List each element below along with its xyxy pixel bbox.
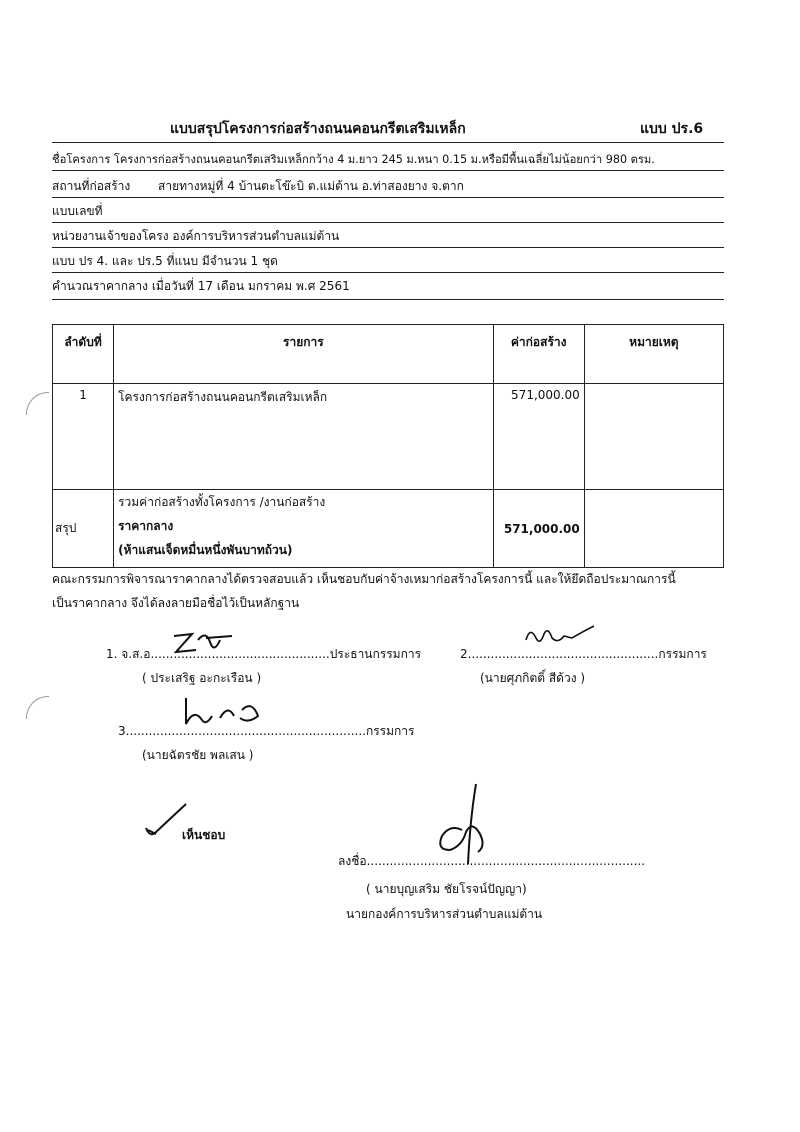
plan-number: แบบเลขที่ [52,204,103,218]
summary-line-median-price: ราคากลาง [118,519,174,533]
summary-row [53,490,724,568]
summary-label: สรุป [53,490,114,568]
summary-line-amount-words: (ห้าแสนเจ็ดหมื่นหนึ่งพันบาทถ้วน) [118,543,293,557]
location-value: สายทางหมู่ที่ 4 บ้านตะโข๊ะบิ ต.แม่ต้าน อ.ท่าสองยาง จ.ตาก [158,179,464,193]
table-header-row [53,325,724,384]
punch-hole-mark [26,696,49,719]
row-note [584,384,723,490]
statement-line-2: เป็นราคากลาง จึงได้ลงลายมือชื่อไว้เป็นหลักฐาน [52,596,300,610]
chief-title: นายกองค์การบริหารส่วนตำบลแม่ต้าน [346,907,543,921]
row-item: โครงการก่อสร้างถนนคอนกรีตเสริมเหล็ก [114,384,494,490]
signatory-name-1: ( ประเสริฐ อะกะเรือน ) [142,671,262,685]
summary-cost: 571,000.00 [493,490,584,568]
signatory-name-2: (นายศุภกิตติ์ สีด้วง ) [480,671,586,685]
signature-line-2: 2..................................................กรรมการ [460,647,707,661]
cost-summary-table [52,324,724,568]
signature-line-3: 3...............................................................กรรมการ [118,724,415,738]
signatory-name-3: (นายฉัตรชัย พลเสน ) [142,748,254,762]
handwritten-signature [178,694,268,734]
table-row [53,384,724,490]
divider [52,247,724,248]
divider [52,272,724,273]
divider [52,299,724,300]
divider [52,142,724,143]
handwritten-signature [522,622,602,648]
divider [52,197,724,198]
form-code: แบบ ปร.6 [640,121,704,137]
summary-note [584,490,723,568]
divider [52,170,724,171]
row-number: 1 [53,384,114,490]
header-cost: ค่าก่อสร้าง [493,325,584,384]
signature-line-1: 1. จ.ส.อ...............................................ประธานกรรมการ [106,647,422,661]
page-title: แบบสรุปโครงการก่อสร้างถนนคอนกรีตเสริมเหล็ก [170,121,466,137]
row-cost: 571,000.00 [493,384,584,490]
owner-agency: หน่วยงานเจ้าของโครง องค์การบริหารส่วนตำบลแม่ต้าน [52,229,340,243]
summary-description [114,490,494,568]
handwritten-signature [170,628,240,658]
header-sequence: ลำดับที่ [53,325,114,384]
statement-line-1: คณะกรรมการพิจารณาราคากลางได้ตรวจสอบแล้ว เห็นชอบกับค่าจ้างเหมาก่อสร้างโครงการนี้ และให้ยึดถือประมาณการนี้ [52,572,676,586]
calculation-date: คำนวณราคากลาง เมื่อวันที่ 17 เดือน มกราคม พ.ศ 2561 [52,279,350,293]
header-note: หมายเหตุ [584,325,723,384]
attached-forms: แบบ ปร 4. และ ปร.5 ที่แนบ มีจำนวน 1 ชุด [52,254,278,268]
punch-hole-mark [26,392,49,415]
chief-signature-line: ลงชื่อ......................................................................... [338,854,646,868]
header-item: รายการ [114,325,494,384]
chief-name: ( นายบุญเสริม ชัยโรจน์ปัญญา) [366,882,527,896]
project-name: ชื่อโครงการ โครงการก่อสร้างถนนคอนกรีตเสริมเหล็กกว้าง 4 ม.ยาว 245 ม.หนา 0.15 ม.หรือมีพื้นเฉลี่ยไม่น้อยกว่า 980 ตรม. [52,153,655,166]
location-label: สถานที่ก่อสร้าง [52,179,131,193]
summary-line-total: รวมค่าก่อสร้างทั้งโครงการ /งานก่อสร้าง [118,495,326,509]
divider [52,222,724,223]
approve-label: เห็นชอบ [182,828,226,842]
